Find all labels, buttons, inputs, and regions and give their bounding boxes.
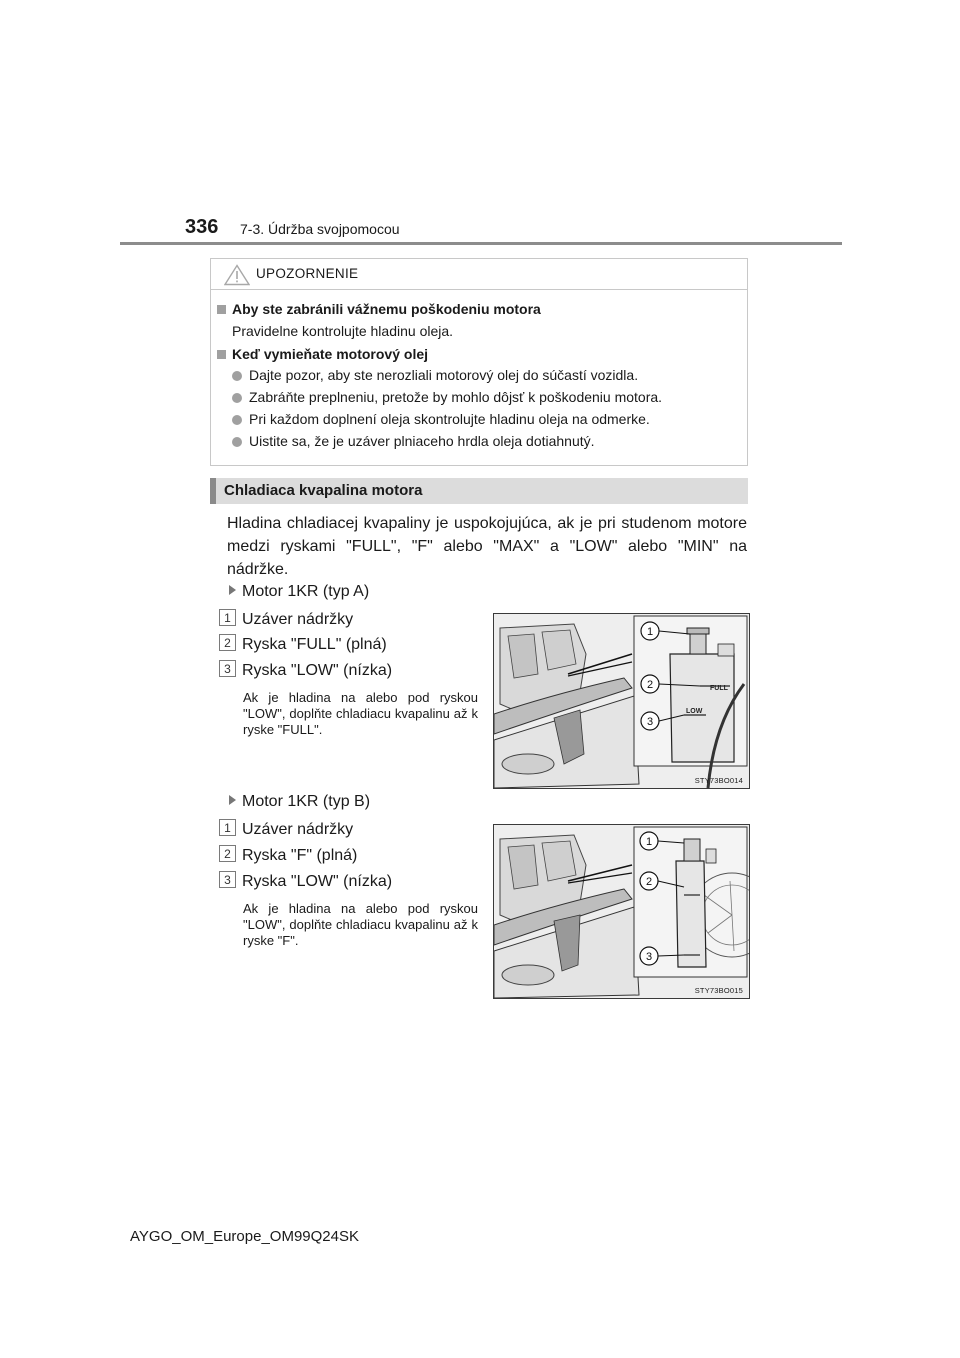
svg-text:1: 1: [224, 821, 231, 835]
footer-doc-id: AYGO_OM_Europe_OM99Q24SK: [130, 1228, 359, 1245]
round-bullet-icon: [232, 371, 242, 381]
svg-text:3: 3: [224, 662, 231, 676]
engine-b-note: Ak je hladina na alebo pod ryskou "LOW", doplňte chladiacu kvapalinu až k ryske "F".: [243, 901, 478, 948]
warning-text-check-oil: Pravidelne kontrolujte hladinu oleja.: [232, 323, 454, 339]
warning-bullet: Zabráňte preplneniu, pretože by mohlo dôjsť k poškodeniu motora.: [232, 389, 662, 405]
engine-b-figure: [493, 824, 750, 999]
arrow-right-icon: [229, 585, 236, 595]
page-number: 336: [185, 216, 219, 238]
engine-a-item-cap: Uzáver nádržky: [242, 611, 354, 628]
warning-bullet: Uistite sa, že je uzáver plniaceho hrdla oleja dotiahnutý.: [232, 433, 595, 449]
square-bullet-icon: [217, 350, 226, 359]
header-rule: [120, 242, 842, 245]
warning-bullet: Dajte pozor, aby ste nerozliali motorový olej do súčastí vozidla.: [232, 367, 638, 383]
number-2-icon: [219, 634, 236, 651]
warning-triangle-icon: [224, 264, 250, 286]
engine-b-illustration: [494, 825, 749, 998]
round-bullet-icon: [232, 393, 242, 403]
heading-accent: [210, 478, 216, 504]
svg-text:1: 1: [646, 626, 654, 638]
warning-heading-engine-damage: Aby ste zabránili vážnemu poškodeniu motora: [217, 301, 541, 317]
section-heading-coolant: Chladiaca kvapalina motora: [210, 478, 748, 504]
svg-text:3: 3: [224, 873, 231, 887]
section-title: 7-3. Údržba svojpomocou: [240, 221, 400, 237]
engine-b-label: Motor 1KR (typ B): [229, 793, 370, 811]
svg-text:2: 2: [224, 847, 231, 861]
engine-b-item-full: Ryska "F" (plná): [242, 847, 358, 864]
figure-code: STY73BO015: [694, 986, 743, 995]
square-bullet-icon: [217, 305, 226, 314]
svg-text:2: 2: [224, 636, 231, 650]
arrow-right-icon: [229, 795, 236, 805]
warning-heading-oil-change: Keď vymieňate motorový olej: [217, 346, 428, 362]
warning-box: [210, 258, 748, 466]
tank-low-mark: LOW: [686, 708, 703, 715]
warning-bullet: Pri každom doplnení oleja skontrolujte hladinu oleja na odmerke.: [232, 411, 650, 427]
warning-title: UPOZORNENIE: [256, 266, 359, 281]
svg-text:3: 3: [646, 716, 654, 728]
number-2-icon: [219, 845, 236, 862]
round-bullet-icon: [232, 415, 242, 425]
engine-b-item-low: Ryska "LOW" (nízka): [242, 873, 393, 890]
engine-a-illustration: [494, 614, 749, 788]
engine-b-item-cap: Uzáver nádržky: [242, 821, 354, 838]
svg-text:2: 2: [645, 876, 653, 888]
number-3-icon: [219, 660, 236, 677]
engine-a-item-full: Ryska "FULL" (plná): [242, 636, 387, 653]
coolant-intro: Hladina chladiacej kvapaliny je uspokojujúca, ak je pri studenom motore medzi ryskami "FULL", "F" alebo "MAX" a "LOW" alebo "MIN" na nádržke.: [227, 515, 747, 578]
svg-text:1: 1: [645, 836, 653, 848]
number-3-icon: [219, 871, 236, 888]
svg-text:3: 3: [645, 951, 653, 963]
figure-code: STY73BO014: [694, 776, 743, 785]
round-bullet-icon: [232, 437, 242, 447]
svg-text:1: 1: [224, 611, 231, 625]
engine-a-note: Ak je hladina na alebo pod ryskou "LOW", doplňte chladiacu kvapalinu až k ryske "FULL".: [243, 690, 478, 737]
tank-full-mark: FULL: [710, 685, 728, 692]
number-1-icon: [219, 609, 236, 626]
svg-text:2: 2: [646, 679, 654, 691]
engine-a-figure: [493, 613, 750, 789]
warning-header: [211, 259, 747, 290]
engine-a-label: Motor 1KR (typ A): [229, 583, 369, 601]
number-1-icon: [219, 819, 236, 836]
engine-a-item-low: Ryska "LOW" (nízka): [242, 662, 393, 679]
